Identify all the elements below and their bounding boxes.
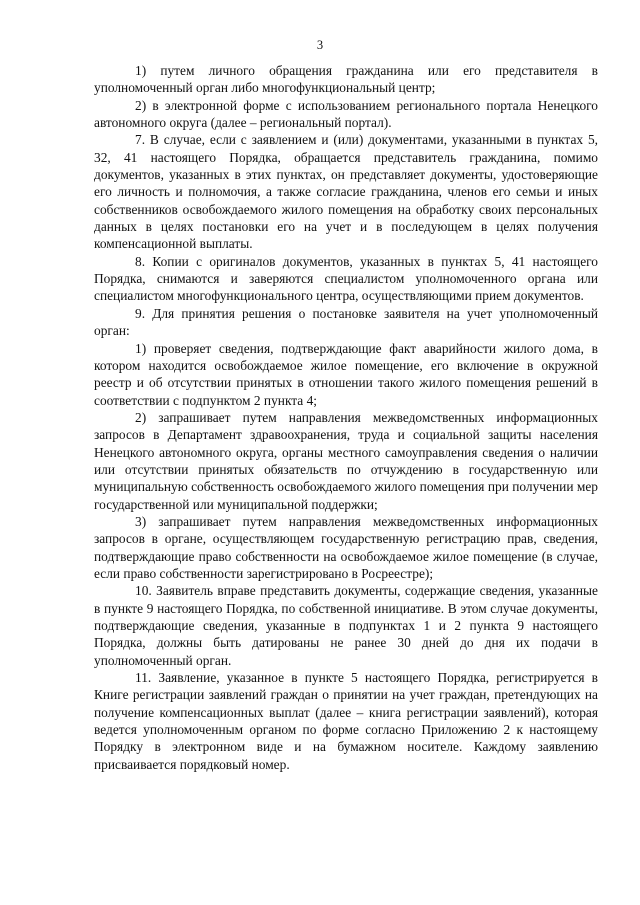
paragraph-method-electronic: 2) в электронной форме с использованием регионального портала Ненецкого автономного округа (далее – региональный портал). [94,97,598,131]
paragraph-item-7: 7. В случае, если с заявлением и (или) документами, указанными в пунктах 5, 32, 41 настоящего Порядка, обращается представитель гражданина, помимо документов, указанных в этих пунктах, он представляет документы, удостоверяющие его личность и полномочия, а также согласие гражданина, членов его семьи и иных собственников освобождаемого жилого помещения на обработку своих персональных данных в целях постановки его на учет и в последующем в целях получения компенсационной выплаты. [94,132,598,252]
page-number: 3 [316,38,324,52]
paragraph-item-8: 8. Копии с оригиналов документов, указанных в пунктах 5, 41 настоящего Порядка, снимаются и заверяются специалистом уполномоченного органа или специалистом многофункционального центра, осуществляющими прием документов. [94,253,598,304]
document-body [94,62,598,773]
paragraph-item-9-sub-3: 3) запрашивает путем направления межведомственных информационных запросов в органе, осуществляющем государственную регистрацию прав, сведения, подтверждающие право собственности на освобождаемое жилое помещение (в случае, если право собственности зарегистрировано в Росреестре); [94,513,598,581]
paragraph-method-personal: 1) путем личного обращения гражданина или его представителя в уполномоченный орган либо многофункциональный центр; [94,63,598,96]
paragraph-item-9-sub-2: 2) запрашивает путем направления межведомственных информационных запросов в Департамент здравоохранения, труда и социальной защиты населения Ненецкого автономного округа, органы местного самоуправления сведения о наличии или отсутствии принятых обязательств по отчуждению в государственную или муниципальную собственность освобождаемого жилого помещения при получении мер государственной или муниципальной поддержки; [94,409,598,512]
paragraph-item-11: 11. Заявление, указанное в пункте 5 настоящего Порядка, регистрируется в Книге регистрации заявлений граждан о принятии на учет граждан, претендующих на получение компенсационных выплат (далее – книга регистрации заявлений), которая ведется уполномоченным органом по форме согласно Приложению 2 к настоящему Порядку в электронном виде и на бумажном носителе. Каждому заявлению присваивается порядковый номер. [94,670,598,772]
paragraph-item-9: 9. Для принятия решения о постановке заявителя на учет уполномоченный орган: [94,305,598,339]
paragraph-item-9-sub-1: 1) проверяет сведения, подтверждающие факт аварийности жилого дома, в котором находится освобождаемое жилое помещение, его включение в окружной реестр и об отсутствии принятых в отношении такого жилого помещения решений в соответствии с подпунктом 2 пункта 4; [94,340,598,408]
paragraph-item-10: 10. Заявитель вправе представить документы, содержащие сведения, указанные в пункте 9 настоящего Порядка, по собственной инициативе. В этом случае документы, подтверждающие сведения, указанные в подпунктах 1 и 2 пункта 9 настоящего Порядка, должны быть датированы не ранее 30 дней до дня их подачи в уполномоченный орган. [94,583,598,668]
